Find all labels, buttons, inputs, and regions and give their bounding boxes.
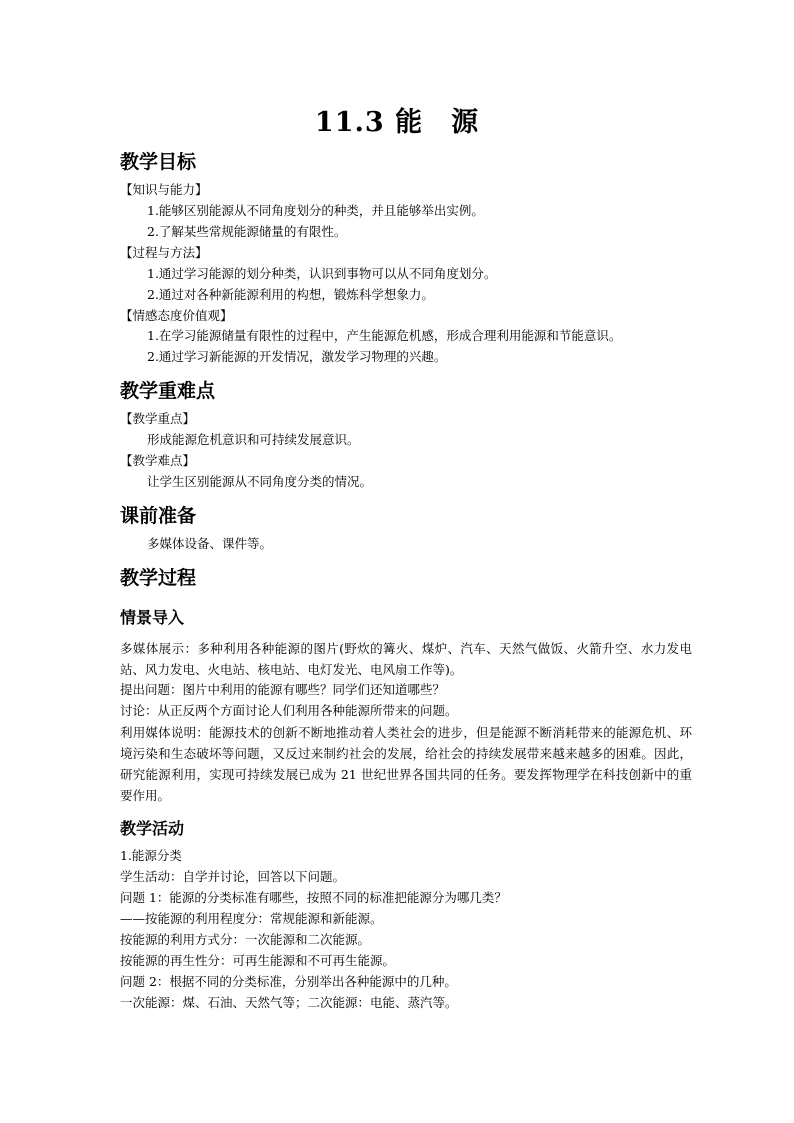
activity-line: ——按能源的利用程度分：常规能源和新能源。 <box>120 911 383 926</box>
label-focus: 【教学重点】 <box>120 411 196 426</box>
intro-discussion: 讨论：从正反两个方面讨论人们利用各种能源所带来的问题。 <box>120 703 458 718</box>
heading-activity: 教学活动 <box>120 819 185 838</box>
intro-question: 提出问题：图片中利用的能源有哪些？同学们还知道哪些？ <box>120 682 446 697</box>
intro-paragraph: 多媒体展示：多种利用各种能源的图片(野炊的篝火、煤炉、汽车、天然气做饭、火箭升空、水力发电站、风力发电、火电站、核电站、电灯发光、电风扇工作等)。 <box>120 641 692 677</box>
heading-objectives: 教学目标 <box>120 151 197 173</box>
activity-line: 问题 1：能源的分类标准有哪些，按照不同的标准把能源分为哪几类？ <box>120 890 507 905</box>
activity-line: 1.能源分类 <box>120 848 182 863</box>
heading-intro: 情景导入 <box>120 608 185 627</box>
label-knowledge: 【知识与能力】 <box>120 182 208 197</box>
activity-line: 学生活动：自学并讨论，回答以下问题。 <box>120 869 346 884</box>
knowledge-item: 2.了解某些常规能源储量的有限性。 <box>147 224 347 239</box>
heading-key-points: 教学重难点 <box>120 380 216 402</box>
emotion-item: 2.通过学习新能源的开发情况，激发学习物理的兴趣。 <box>147 349 447 364</box>
knowledge-item: 1.能够区别能源从不同角度划分的种类，并且能够举出实例。 <box>147 203 484 218</box>
process-item: 1.通过学习能源的划分种类，认识到事物可以从不同角度划分。 <box>147 266 497 281</box>
page-title: 11.3 能 源 <box>314 107 480 138</box>
activity-line: 一次能源：煤、石油、天然气等；二次能源：电能、蒸汽等。 <box>120 995 458 1010</box>
intro-media-note: 利用媒体说明：能源技术的创新不断地推动着人类社会的进步，但是能源不断消耗带来的能源危机、环境污染和生态破坏等问题，又反过来制约社会的发展，给社会的持续发展带来越来越多的困难。因此，研究能源利用，实现可持续发展已成为 21 世纪世界各国共同的任务。要发挥物理学在科技创新中的重要作用。 <box>120 725 692 803</box>
emotion-item: 1.在学习能源储量有限性的过程中，产生能源危机感，形成合理利用能源和节能意识。 <box>147 328 622 343</box>
activity-line: 按能源的再生性分：可再生能源和不可再生能源。 <box>120 953 396 968</box>
label-process: 【过程与方法】 <box>120 245 208 260</box>
preparation-text: 多媒体设备、课件等。 <box>147 536 273 551</box>
label-emotion: 【情感态度价值观】 <box>120 308 233 323</box>
activity-line: 问题 2：根据不同的分类标准，分别举出各种能源中的几种。 <box>120 974 457 989</box>
focus-text: 形成能源危机意识和可持续发展意识。 <box>147 432 360 447</box>
label-difficulty: 【教学难点】 <box>120 453 196 468</box>
difficulty-text: 让学生区别能源从不同角度分类的情况。 <box>147 474 373 489</box>
heading-process: 教学过程 <box>120 567 197 589</box>
process-item: 2.通过对各种新能源利用的构想，锻炼科学想象力。 <box>147 287 434 302</box>
heading-preparation: 课前准备 <box>120 505 197 527</box>
activity-line: 按能源的利用方式分：一次能源和二次能源。 <box>120 932 371 947</box>
